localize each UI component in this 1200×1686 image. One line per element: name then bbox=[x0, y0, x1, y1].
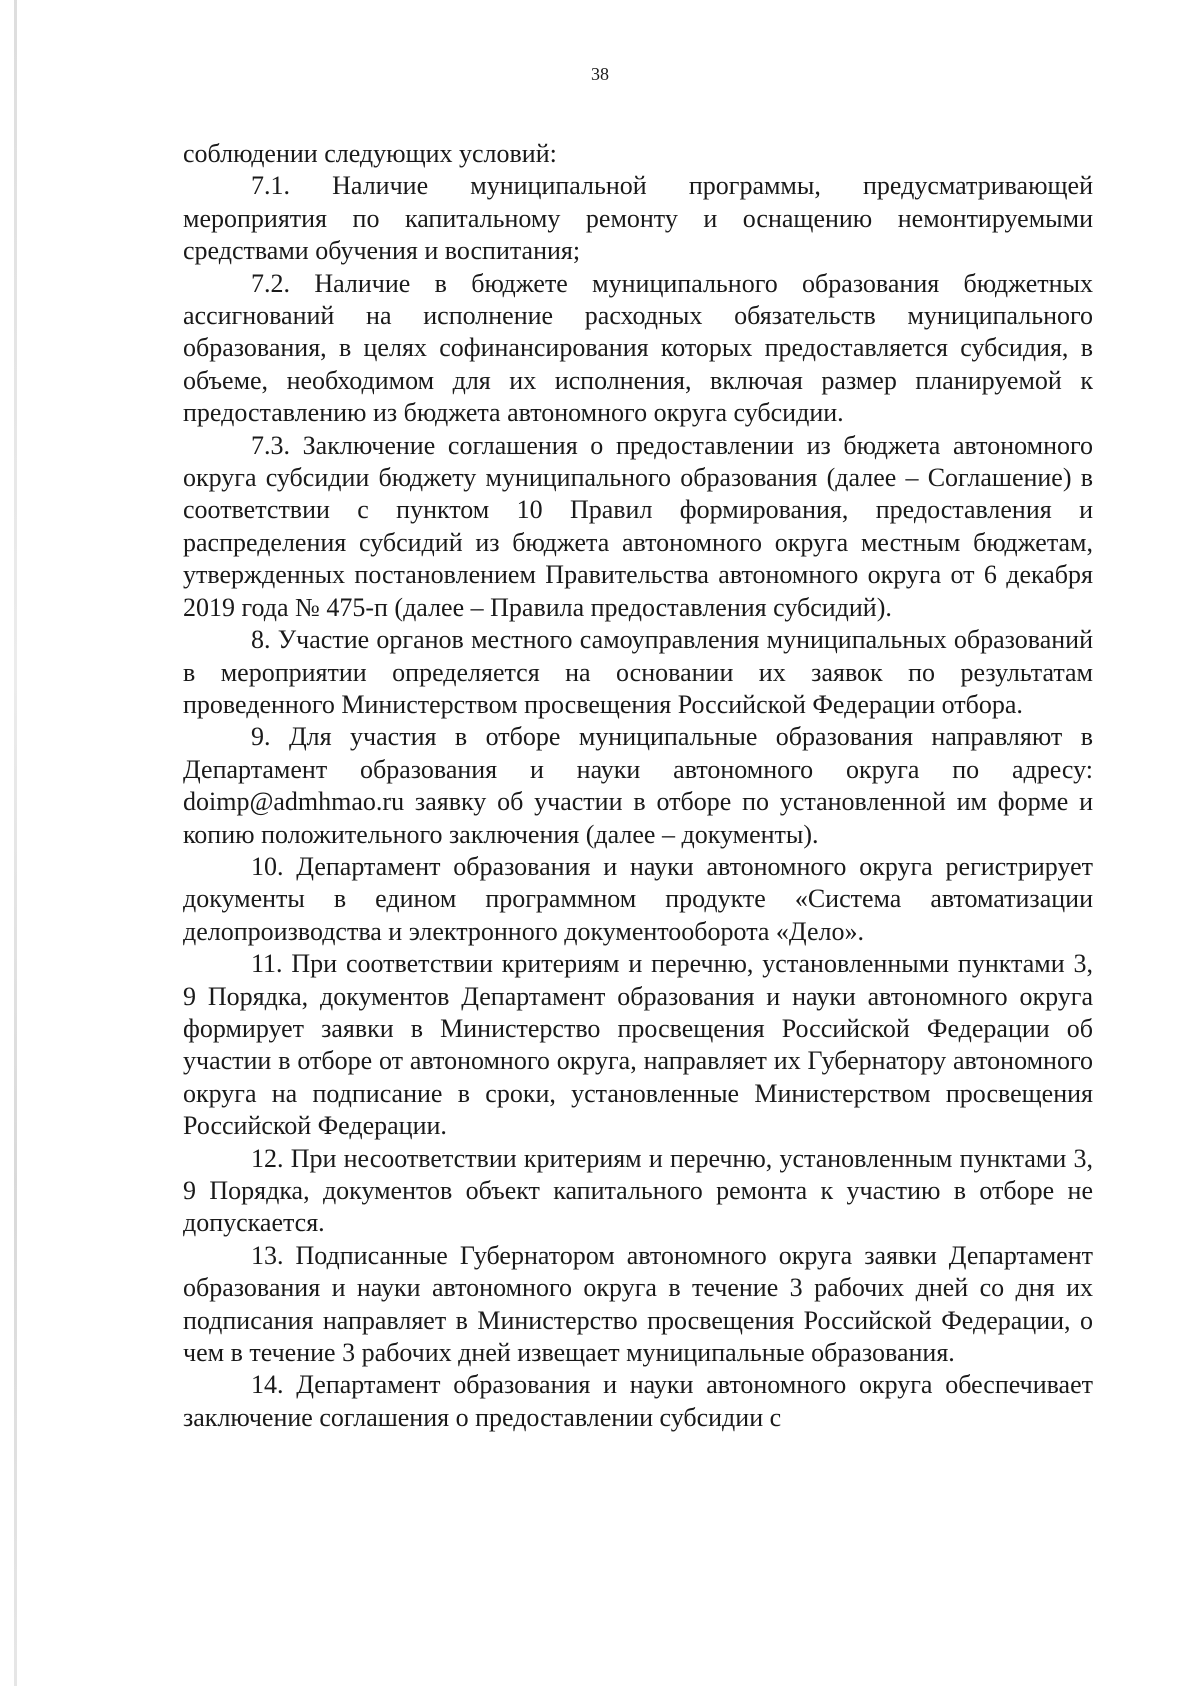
paragraph-9: 9. Для участия в отборе муниципальные образования направляют в Департамент образования и науки автономного округа по адресу: doimp@admhmao.ru заявку об участии в отборе по установленной им форме и копию положительного заключения (далее – документы). bbox=[183, 722, 1093, 849]
paragraph-7-2: 7.2. Наличие в бюджете муниципального образования бюджетных ассигнований на исполнение расходных обязательств муниципального образования, в целях софинансирования которых предоставляется субсидия, в объеме, необходимом для их исполнения, включая размер планируемой к предоставлению из бюджета автономного округа субсидии. bbox=[183, 268, 1093, 428]
scan-edge bbox=[14, 0, 17, 1686]
paragraph-7-3: 7.3. Заключение соглашения о предоставлении из бюджета автономного округа субсидии бюджету муниципального образования (далее – Соглашение) в соответствии с пунктом 10 Правил формирования, предоставления и распределения субсидий из бюджета автономного округа местным бюджетам, утвержденных постановлением Правительства автономного округа от 6 декабря 2019 года № 475-п (далее – Правила предоставления субсидий). bbox=[183, 430, 1093, 622]
document-body bbox=[183, 138, 1093, 1434]
paragraph-10: 10. Департамент образования и науки автономного округа регистрирует документы в едином программном продукте «Система автоматизации делопроизводства и электронного документооборота «Дело». bbox=[183, 851, 1093, 946]
paragraph-11: 11. При соответствии критериям и перечню, установленными пунктами 3, 9 Порядка, документов Департамент образования и науки автономного округа формирует заявки в Министерство просвещения Российской Федерации об участии в отборе от автономного округа, направляет их Губернатору автономного округа на подписание в сроки, установленные Министерством просвещения Российской Федерации. bbox=[183, 949, 1093, 1141]
paragraph-7-1: 7.1. Наличие муниципальной программы, предусматривающей мероприятия по капитальному ремонту и оснащению немонтируемыми средствами обучения и воспитания; bbox=[183, 171, 1093, 266]
paragraph-14: 14. Департамент образования и науки автономного округа обеспечивает заключение соглашения о предоставлении субсидии с bbox=[183, 1370, 1093, 1432]
paragraph-continuation: соблюдении следующих условий: bbox=[183, 139, 557, 168]
page-number: 38 bbox=[591, 64, 609, 84]
paragraph-13: 13. Подписанные Губернатором автономного округа заявки Департамент образования и науки автономного округа в течение 3 рабочих дней со дня их подписания направляет в Министерство просвещения Российской Федерации, о чем в течение 3 рабочих дней извещает муниципальные образования. bbox=[183, 1240, 1093, 1368]
paragraph-12: 12. При несоответствии критериям и перечню, установленным пунктами 3, 9 Порядка, документов объект капитального ремонта к участию в отборе не допускается. bbox=[183, 1143, 1093, 1238]
paragraph-8: 8. Участие органов местного самоуправления муниципальных образований в мероприятии определяется на основании их заявок по результатам проведенного Министерством просвещения Российской Федерации отбора. bbox=[183, 625, 1093, 719]
